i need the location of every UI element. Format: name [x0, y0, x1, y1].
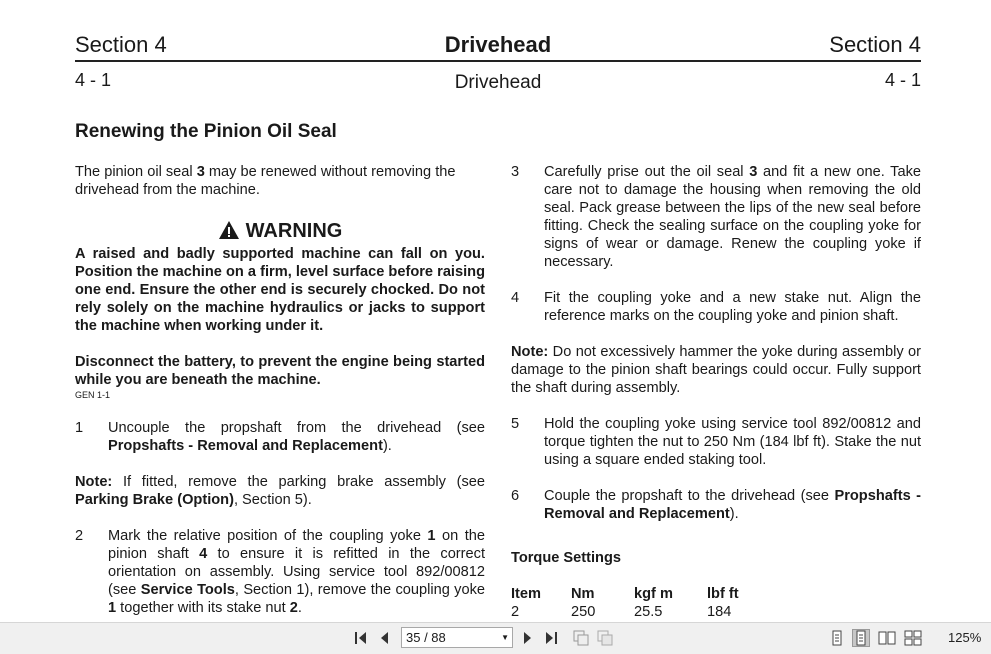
torque-cell-nm: 250: [571, 604, 596, 620]
note-label: Note:: [511, 344, 549, 360]
step-text: Hold the coupling yoke using service tool 892/00812 and torque tighten the nut to 250 Nm (184 lbf ft). Stake the nut using a square ended staking tool.: [544, 416, 921, 468]
intro-ref: 3: [196, 164, 205, 180]
torque-cell-item: 2: [511, 604, 520, 620]
step-2: [75, 527, 485, 617]
step-text: [108, 419, 485, 455]
step-text: [544, 163, 921, 271]
step2-text-i: together with its stake nut: [116, 600, 290, 616]
single-page-view-icon[interactable]: [828, 629, 846, 647]
page-number-right: 4 - 1: [884, 70, 921, 90]
page-number-input[interactable]: [401, 627, 513, 648]
warning-reference: GEN 1-1: [75, 390, 111, 400]
header-row: [75, 30, 921, 60]
step2-ref-yoke: 1: [427, 528, 436, 544]
facing-view-icon[interactable]: [878, 629, 896, 647]
snapshot-icon[interactable]: [596, 629, 614, 647]
next-page-icon[interactable]: [518, 629, 536, 647]
page-number-left: 4 - 1: [75, 70, 112, 90]
header-subtitle: Drivehead: [454, 72, 542, 93]
step-number: 2: [75, 528, 84, 544]
page-number-value: 35 / 88: [406, 630, 446, 645]
step-number: 6: [511, 488, 520, 504]
continuous-facing-view-icon[interactable]: [904, 629, 922, 647]
step2-ref-shaft: 4: [199, 546, 208, 562]
step1-crossref: Propshafts - Removal and Replacement: [108, 438, 383, 454]
torque-cell-kgfm: 25.5: [634, 604, 663, 620]
step-number: 5: [511, 416, 520, 432]
step3-text-end: and fit a new one. Take care not to damage the housing when removing the old seal. Pack grease between the lips of the new seal before fitting. Check the sealing surface on the coupling yoke for signs of wear or damage. Renew the coupling yoke if necessary.: [544, 164, 921, 270]
note1-text-end: , Section 5).: [233, 492, 312, 508]
step1-text-end: ).: [382, 438, 392, 454]
intro-text-end: may be renewed without removing the drivehead from the machine.: [75, 164, 456, 198]
note-1: [75, 473, 485, 509]
step2-ref-yoke-2: 1: [108, 600, 117, 616]
step-number: 3: [511, 164, 520, 180]
note1-crossref: Parking Brake (Option): [75, 492, 234, 508]
step-6: [511, 487, 921, 523]
warning-icon: [218, 220, 240, 240]
previous-page-icon[interactable]: [376, 629, 394, 647]
step6-text: Couple the propshaft to the drivehead (see: [544, 488, 835, 504]
continuous-view-icon[interactable]: [852, 629, 870, 647]
step-1: [75, 419, 485, 455]
subheader-row: [75, 70, 921, 94]
torque-table-header: [511, 585, 921, 603]
zoom-level[interactable]: 125%: [948, 630, 982, 645]
last-page-icon[interactable]: [542, 629, 560, 647]
viewer-toolbar: [0, 622, 991, 654]
left-column: [75, 163, 485, 622]
step3-text: Carefully prise out the oil seal: [544, 164, 750, 180]
warning-heading: [75, 217, 485, 245]
step2-text-e: to ensure it is refitted in the correct orientation on assembly. Using service tool 892/00812 (see: [108, 546, 485, 598]
intro-text: The pinion oil seal: [75, 164, 197, 180]
right-column: [511, 163, 921, 621]
step6-text-end: ).: [729, 506, 739, 522]
table-row: [511, 603, 921, 621]
step-4: [511, 289, 921, 325]
step2-ref-nut: 2: [289, 600, 298, 616]
torque-col-nm: Nm: [571, 586, 595, 602]
note-2: [511, 343, 921, 397]
torque-col-lbfft: lbf ft: [707, 586, 739, 602]
step2-text-c: on the pinion shaft: [108, 528, 485, 562]
step-5: [511, 415, 921, 469]
warning-label: WARNING: [245, 220, 343, 242]
torque-col-item: Item: [511, 586, 542, 602]
header-section-left: Section 4: [75, 32, 167, 57]
intro-paragraph: [75, 163, 485, 199]
copy-icon[interactable]: [572, 629, 590, 647]
page-title: Renewing the Pinion Oil Seal: [75, 121, 337, 142]
step2-crossref: Service Tools: [140, 582, 235, 598]
step6-crossref: Propshafts - Removal and Replacement: [544, 488, 922, 522]
note-label: Note:: [75, 474, 113, 490]
chevron-down-icon: ▼: [501, 633, 509, 642]
note1-text: If fitted, remove the parking brake assembly (see: [112, 474, 485, 490]
step3-ref: 3: [749, 164, 758, 180]
first-page-icon[interactable]: [352, 629, 370, 647]
step1-text: Uncouple the propshaft from the drivehead (see: [108, 420, 485, 436]
step-3: [511, 163, 921, 271]
header-section-right: Section 4: [829, 32, 921, 57]
header-rule: [75, 60, 921, 62]
header-title: Drivehead: [444, 32, 552, 57]
step2-text-g: , Section 1), remove the coupling yoke: [234, 582, 485, 598]
torque-col-kgfm: kgf m: [634, 586, 673, 602]
step-text: Fit the coupling yoke and a new stake nut. Align the reference marks on the coupling yoke and pinion shaft.: [544, 290, 921, 324]
step-number: 4: [511, 290, 520, 306]
step-text: [544, 487, 921, 523]
step-text: [108, 527, 485, 617]
warning-text-2: Disconnect the battery, to prevent the engine being started while you are beneath the machine.: [75, 354, 485, 388]
warning-text-1: A raised and badly supported machine can fall on you. Position the machine on a firm, level surface before raising one end. Ensure the other end is securely chocked. Do not rely solely on the machine hydraulics or jacks to support the machine when working under it.: [75, 246, 485, 334]
step2-text-a: Mark the relative position of the coupling yoke: [108, 528, 428, 544]
torque-settings-title: Torque Settings: [511, 550, 621, 566]
step-number: 1: [75, 420, 84, 436]
note2-text: Do not excessively hammer the yoke during assembly or damage to the pinion shaft bearings could occur. Fully support the shaft during assembly.: [511, 344, 921, 396]
torque-cell-lbfft: 184: [707, 604, 732, 620]
step2-text-end: .: [297, 600, 302, 616]
